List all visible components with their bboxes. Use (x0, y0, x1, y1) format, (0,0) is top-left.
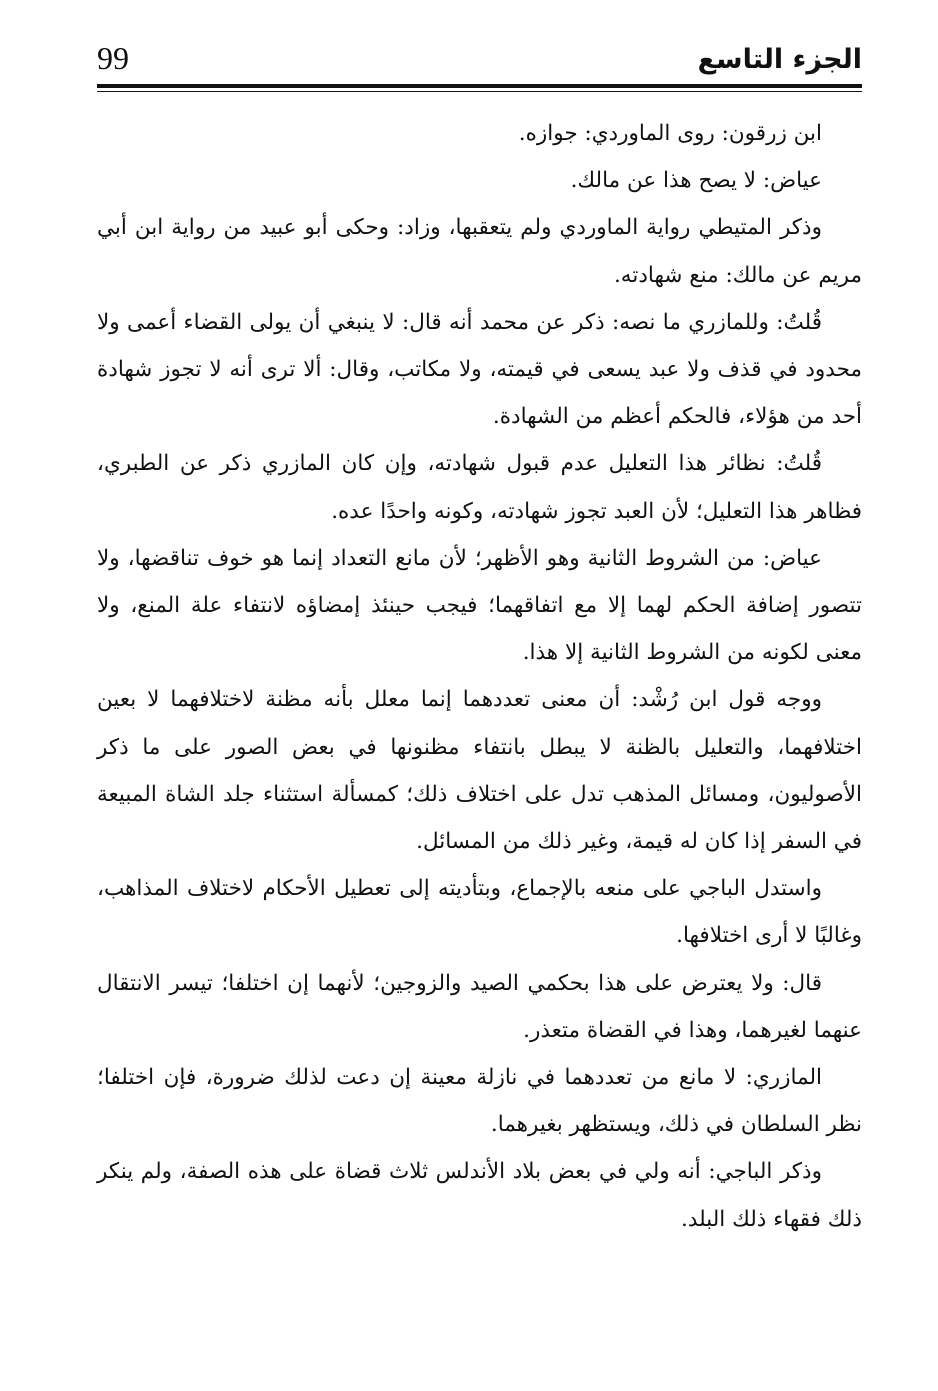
paragraph: عياض: من الشروط الثانية وهو الأظهر؛ لأن مانع التعداد إنما هو خوف تناقضها، ولا تتصور إضافة الحكم لهما إلا مع اتفاقهما؛ فيجب حينئذ إمضاؤه لانتفاء علة المنع، ولا معنى لكونه من الشروط الثانية إلا هذا. (97, 545, 862, 666)
header-rule-thin (97, 91, 862, 92)
paragraph: المازري: لا مانع من تعددهما في نازلة معينة إن دعت لذلك ضرورة، فإن اختلفا؛ نظر السلطان في ذلك، ويستظهر بغيرهما. (97, 1065, 862, 1138)
page-header (97, 30, 862, 92)
paragraph: قُلتُ: وللمازري ما نصه: ذكر عن محمد أنه قال: لا ينبغي أن يولى القضاء أعمى ولا محدود في قذف ولا عبد يسعى في قيمته، ولا مكاتب، وقال: ألا ترى أنه لا تجوز شهادة أحد من هؤلاء، فالحكم أعظم من الشهادة. (97, 309, 862, 430)
paragraph: قُلتُ: نظائر هذا التعليل عدم قبول شهادته، وإن كان المازري ذكر عن الطبري، فظاهر هذا التعليل؛ لأن العبد تجوز شهادته، وكونه واحدًا عده. (97, 451, 862, 524)
header-rule-thick (97, 84, 862, 88)
paragraph: وذكر المتيطي رواية الماوردي ولم يتعقبها، وزاد: وحكى أبو عبيد من رواية ابن أبي مريم عن مالك: منع شهادته. (97, 215, 862, 288)
paragraph: وذكر الباجي: أنه ولي في بعض بلاد الأندلس ثلاث قضاة على هذه الصفة، ولم ينكر ذلك فقهاء ذلك البلد. (97, 1159, 862, 1232)
paragraph: قال: ولا يعترض على هذا بحكمي الصيد والزوجين؛ لأنهما إن اختلفا؛ تيسر الانتقال عنهما لغيرهما، وهذا في القضاة متعذر. (97, 970, 862, 1043)
paragraph: ووجه قول ابن رُشْد: أن معنى تعددهما إنما معلل بأنه مظنة لاختلافهما لا بعين اختلافهما، والتعليل بالظنة لا يبطل بانتفاء مظنونها في بعض الصور على ما ذكر الأصوليون، ومسائل المذهب تدل على اختلاف ذلك؛ كمسألة استثناء جلد الشاة المبيعة في السفر إذا كان له قيمة، وغير ذلك من المسائل. (97, 687, 862, 855)
page-number: 99 (97, 40, 129, 76)
paragraph: عياض: لا يصح هذا عن مالك. (570, 168, 822, 194)
page-body (97, 110, 862, 1243)
paragraph: ابن زرقون: روى الماوردي: جوازه. (518, 121, 822, 146)
running-title: الجزء التاسع (697, 44, 862, 75)
paragraph: واستدل الباجي على منعه بالإجماع، وبتأديته إلى تعطيل الأحكام لاختلاف المذاهب، وغالبًا لا أرى اختلافها. (97, 876, 862, 949)
